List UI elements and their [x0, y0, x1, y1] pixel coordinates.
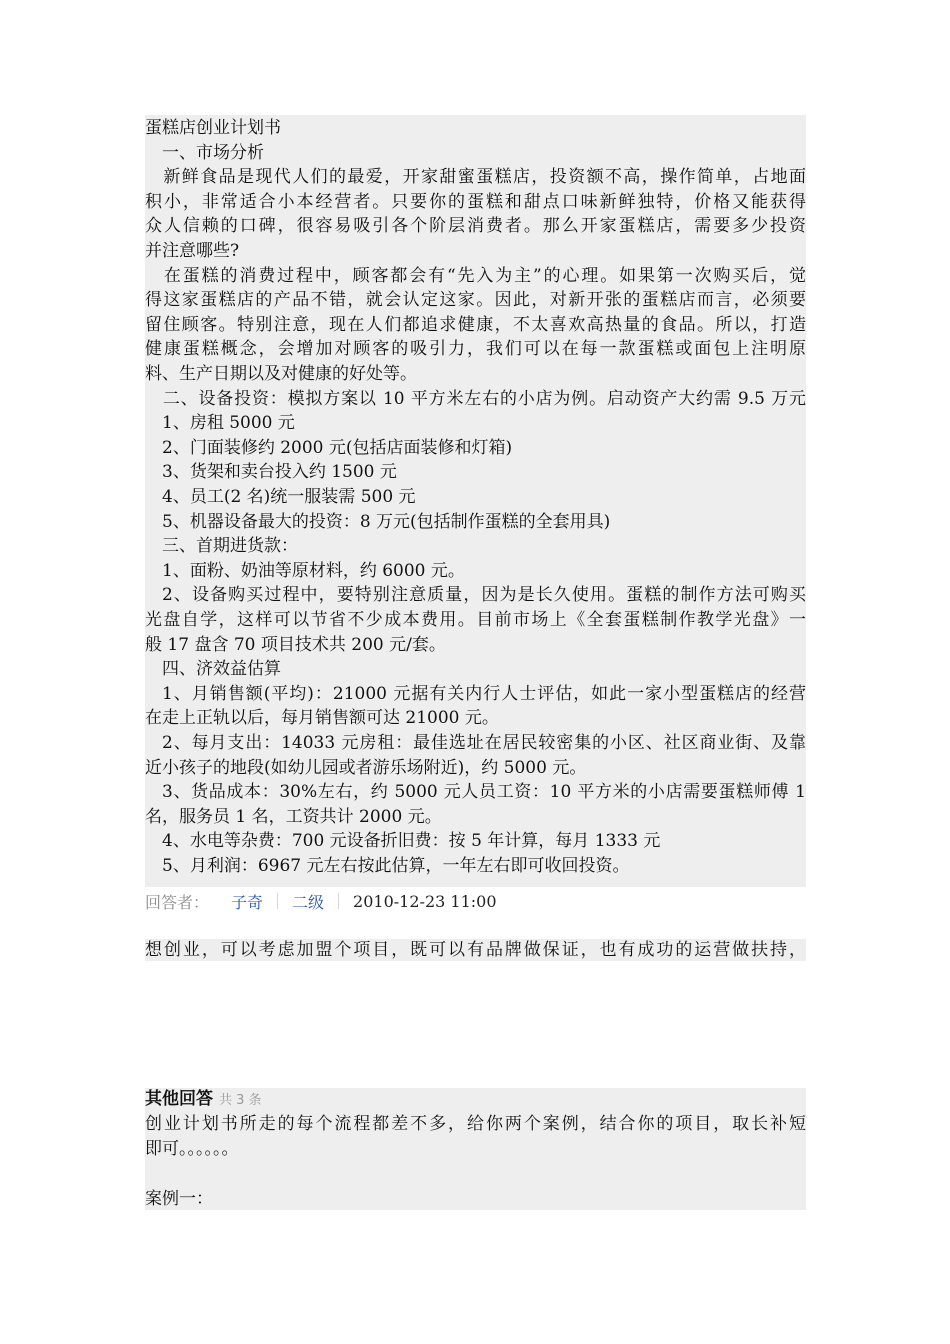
other-answer-line: 创业计划书所走的每个流程都差不多，给你两个案例，结合你的项目，取长补短	[145, 1114, 806, 1134]
answer-line: 2、设备购买过程中，要特别注意质量，因为是长久使用。蛋糕的制作方法可购买	[145, 585, 806, 606]
promo-text: 想创业，可以考虑加盟个项目，既可以有品牌做保证，也有成功的运营做扶持，	[145, 940, 806, 960]
answer-line: 三、首期进货款：	[145, 536, 298, 557]
other-answers-title: 其他回答	[145, 1089, 213, 1109]
level-link[interactable]: 二级	[292, 892, 325, 912]
answer-line: 1、面粉、奶油等原材料，约 6000 元。	[145, 560, 465, 581]
answerer-label: 回答者：	[145, 892, 210, 912]
other-answer-line: 即可。。。。。。	[145, 1139, 239, 1159]
other-answers-header	[145, 1088, 262, 1112]
answer-line: 积小，非常适合小本经营者。只要你的蛋糕和甜点口味新鲜独特，价格又能获得	[145, 191, 806, 212]
answer-line: 光盘自学，这样可以节省不少成本费用。目前市场上《全套蛋糕制作教学光盘》一	[145, 610, 806, 630]
answer-line: 3、货品成本：30%左右，约 5000 元人员工资：10 平方米的小店需要蛋糕师傅 1	[145, 782, 806, 803]
answerer-link[interactable]: 子奇	[231, 892, 264, 912]
answer-line: 1、月销售额(平均)：21000 元据有关内行人士评估，如此一家小型蛋糕店的经营	[145, 683, 806, 704]
answer-line: 得这家蛋糕店的产品不错，就会认定这家。因此，对新开张的蛋糕店而言，必须要	[145, 290, 806, 311]
answer-line: 3、货架和卖台投入约 1500 元	[145, 462, 397, 483]
answer-line: 名，服务员 1 名，工资共计 2000 元。	[145, 806, 442, 827]
answer-meta	[145, 889, 497, 913]
answer-line: 一、市场分析	[145, 142, 264, 163]
answer-line: 在蛋糕的消费过程中，顾客都会有“先入为主”的心理。如果第一次购买后，觉	[145, 265, 806, 286]
answer-line: 留住顾客。特别注意，现在人们都追求健康，不太喜欢高热量的食品。所以，打造	[145, 314, 806, 335]
divider	[277, 893, 278, 909]
answer-line: 四、济效益估算	[145, 659, 281, 680]
answer-line: 4、水电等杂费：700 元设备折旧费：按 5 年计算，每月 1333 元	[145, 831, 661, 852]
answer-time: 2010-12-23 11:00	[353, 891, 497, 911]
answer-line: 近小孩子的地段(如幼儿园或者游乐场附近)，约 5000 元。	[145, 757, 587, 778]
answer-line: 健康蛋糕概念，会增加对顾客的吸引力，我们可以在每一款蛋糕或面包上注明原	[145, 339, 806, 360]
other-answer-line: 案例一：	[145, 1189, 213, 1209]
answer-line: 2、门面装修约 2000 元(包括店面装修和灯箱)	[145, 437, 513, 458]
answer-line: 新鲜食品是现代人们的最爱，开家甜蜜蛋糕店，投资额不高，操作简单，占地面	[145, 167, 806, 188]
answer-line: 5、月利润：6967 元左右按此估算，一年左右即可收回投资。	[145, 856, 630, 876]
answer-line: 般 17 盘含 70 项目技术共 200 元/套。	[145, 634, 446, 655]
answer-line: 在走上正轨以后，每月销售额可达 21000 元。	[145, 708, 499, 729]
divider	[338, 893, 339, 909]
answer-line: 众人信赖的口碑，很容易吸引各个阶层消费者。那么开家蛋糕店，需要多少投资	[145, 216, 806, 237]
other-answers-count: 共 3 条	[219, 1093, 262, 1108]
answer-line: 二、设备投资：模拟方案以 10 平方米左右的小店为例。启动资产大约需 9.5 万元	[145, 388, 807, 409]
answer-line: 4、员工(2 名)统一服装需 500 元	[145, 487, 416, 507]
answer-line: 2、每月支出：14033 元房租：最佳选址在居民较密集的小区、社区商业街、及靠	[145, 733, 806, 753]
answer-line: 并注意哪些?	[145, 241, 240, 261]
answer-line: 蛋糕店创业计划书	[145, 118, 281, 138]
answer-line: 5、机器设备最大的投资：8 万元(包括制作蛋糕的全套用具)	[145, 511, 611, 532]
answer-line: 1、房租 5000 元	[145, 413, 295, 434]
answer-line: 料、生产日期以及对健康的好处等。	[145, 364, 417, 384]
